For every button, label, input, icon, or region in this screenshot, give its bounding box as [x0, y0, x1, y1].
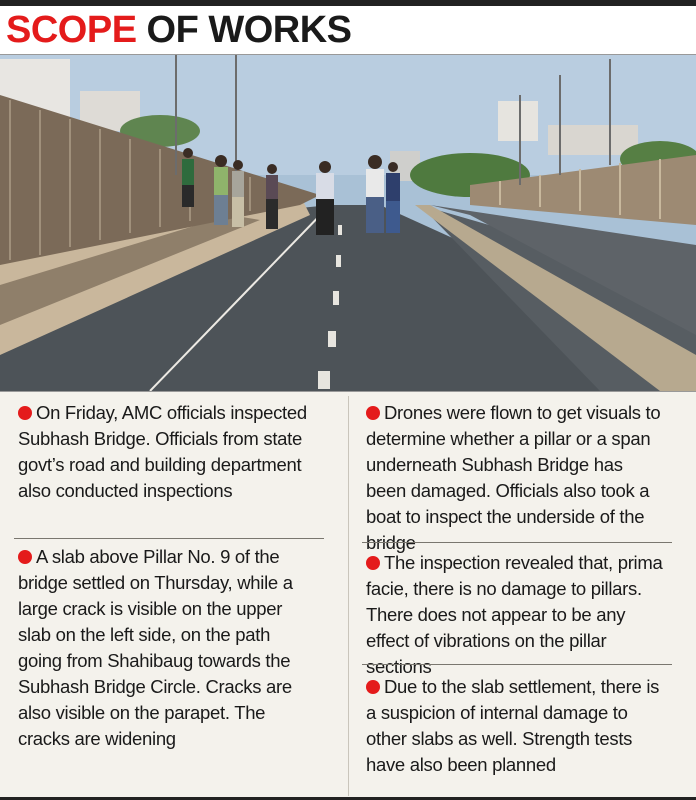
list-item-text: Due to the slab settlement, there is a suspicion of internal damage to other slabs as well. Strength tests have also been planned — [366, 676, 660, 775]
bridge-photo — [0, 54, 696, 392]
bullet-icon — [18, 406, 32, 420]
bullet-icon — [366, 680, 380, 694]
list-item — [366, 550, 666, 680]
headline-rest: OF WORKS — [146, 8, 352, 51]
list-item-text: Drones were flown to get visuals to determine whether a pillar or a span underneath Subhash Bridge has been damaged. Officials also took a boat to inspect the underside of the bridge — [366, 402, 661, 553]
list-item-text: On Friday, AMC officials inspected Subhash Bridge. Officials from state govt’s road and building department also conducted inspections — [18, 402, 307, 501]
divider — [14, 538, 324, 539]
list-item — [18, 400, 318, 504]
list-item — [366, 400, 666, 556]
headline-accent: SCOPE — [6, 8, 137, 51]
bullet-icon — [18, 550, 32, 564]
divider — [362, 664, 672, 665]
bullet-icon — [366, 406, 380, 420]
headline — [0, 6, 696, 54]
list-item-text: The inspection revealed that, prima facie, there is no damage to pillars. There does not appear to be any effect of vibrations on the pillar sections — [366, 552, 663, 677]
divider — [362, 542, 672, 543]
left-column — [0, 396, 349, 796]
list-item — [18, 544, 318, 752]
right-column — [348, 396, 696, 796]
list-item — [366, 674, 666, 778]
list-item-text: A slab above Pillar No. 9 of the bridge settled on Thursday, while a large crack is visible on the upper slab on the left side, on the path going from Shahibaug towards the Subhash Bridge Circle. Cracks are also visible on the parapet. The cracks are widening — [18, 546, 293, 749]
bullet-icon — [366, 556, 380, 570]
